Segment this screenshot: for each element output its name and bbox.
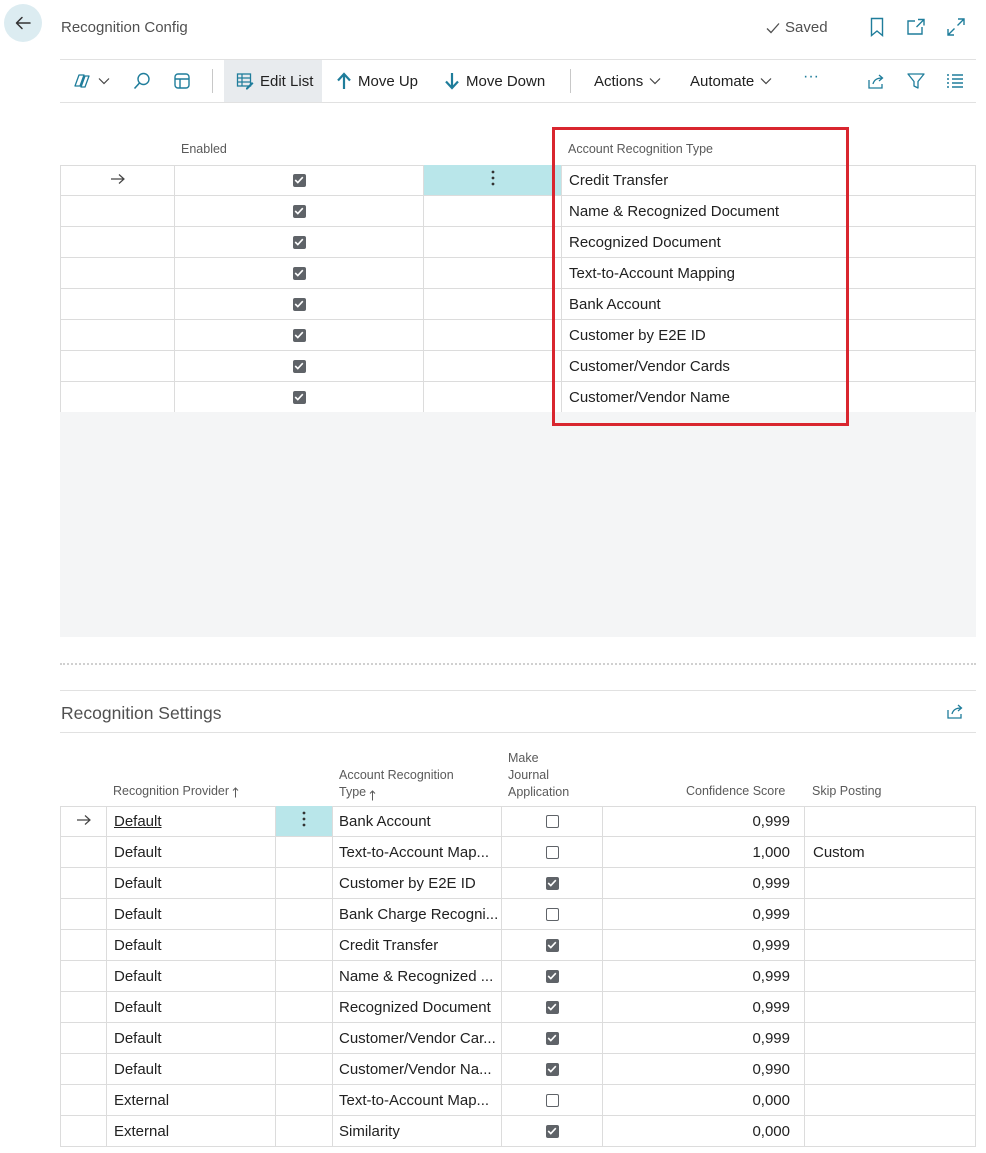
confidence-score-value: 0,000 [752, 1091, 790, 1109]
type-cell[interactable] [333, 837, 502, 867]
row-indicator [60, 1054, 107, 1084]
checkbox[interactable] [546, 1032, 559, 1045]
account-recognition-type-value: Customer/Vendor Cards [569, 357, 730, 375]
edit-list-icon [236, 72, 254, 90]
confidence-score-cell[interactable] [603, 1054, 805, 1084]
account-recognition-type-value: Name & Recognized ... [339, 967, 494, 985]
row-actions-cell [275, 899, 333, 929]
skip-posting-cell[interactable] [805, 868, 976, 898]
provider-cell[interactable] [107, 992, 275, 1022]
table-row[interactable] [60, 930, 976, 961]
confidence-score-value: 0,999 [752, 998, 790, 1016]
expand-icon[interactable] [945, 16, 967, 38]
toolbar-separator [212, 69, 213, 93]
open-new-window-icon[interactable] [905, 16, 927, 38]
arrow-up-icon [336, 72, 352, 90]
skip-posting-value: Custom [813, 843, 865, 861]
account-recognition-type-value: Bank Account [339, 812, 431, 830]
recognition-provider-label: Recognition Provider [113, 784, 230, 798]
row-indicator [60, 1085, 107, 1115]
enabled-cell[interactable] [175, 289, 424, 319]
row-indicator [60, 165, 175, 195]
row-actions-cell [275, 930, 333, 960]
make-journal-application-cell[interactable] [502, 1116, 603, 1146]
confidence-score-cell[interactable] [603, 837, 805, 867]
recognition-provider-value: Default [114, 967, 162, 985]
chevron-down-icon [98, 77, 110, 85]
confidence-score-cell[interactable] [603, 992, 805, 1022]
enabled-cell[interactable] [175, 196, 424, 226]
confidence-score-cell[interactable] [603, 899, 805, 929]
confidence-score-cell[interactable] [603, 1116, 805, 1146]
page-title: Recognition Config [61, 19, 188, 36]
provider-cell[interactable] [107, 1085, 275, 1115]
account-recognition-type-value: Customer/Vendor Car... [339, 1029, 496, 1047]
enabled-cell[interactable] [175, 320, 424, 350]
table-row[interactable] [60, 1116, 976, 1147]
row-indicator [60, 351, 175, 381]
make-journal-application-cell[interactable] [502, 961, 603, 991]
row-indicator [60, 227, 175, 257]
make-journal-application-cell[interactable] [502, 1023, 603, 1053]
row-actions-cell [424, 382, 561, 412]
layout-icon [172, 71, 192, 91]
checkbox[interactable] [293, 236, 306, 249]
confidence-score-value: 0,999 [752, 812, 790, 830]
section-header-divider [60, 732, 976, 733]
row-indicator [60, 258, 175, 288]
provider-cell[interactable] [107, 1116, 275, 1146]
confidence-score-value: 0,999 [752, 874, 790, 892]
table-row[interactable] [60, 1054, 976, 1085]
part-splitter[interactable] [60, 663, 976, 665]
row-actions-cell [275, 837, 333, 867]
arrow-left-icon [13, 13, 33, 33]
make-journal-application-cell[interactable] [502, 837, 603, 867]
actions-menu[interactable] [594, 60, 661, 102]
type-cell[interactable] [333, 992, 502, 1022]
row-indicator [60, 289, 175, 319]
recognition-provider-value: Default [114, 1029, 162, 1047]
row-actions-cell[interactable] [275, 806, 333, 836]
row-actions-icon[interactable] [302, 811, 306, 831]
enabled-cell[interactable] [175, 382, 424, 412]
confidence-score-value: 1,000 [752, 843, 790, 861]
account-recognition-type-value: Recognized Document [339, 998, 491, 1016]
header-line: Make [508, 751, 539, 765]
checkbox[interactable] [546, 908, 559, 921]
list-icon [946, 73, 964, 89]
row-actions-cell [424, 227, 561, 257]
skip-posting-cell[interactable] [805, 806, 976, 836]
provider-cell[interactable] [107, 1023, 275, 1053]
provider-cell[interactable] [107, 961, 275, 991]
account-recognition-type-value: Customer by E2E ID [569, 326, 706, 344]
confidence-score-value: 0,999 [752, 936, 790, 954]
column-header-confidence-score[interactable]: Confidence Score [686, 784, 786, 798]
provider-cell[interactable] [107, 930, 275, 960]
search-icon [132, 71, 152, 91]
account-recognition-type-value: Similarity [339, 1122, 400, 1140]
share-icon[interactable] [945, 702, 965, 724]
row-indicator [60, 196, 175, 226]
type-cell[interactable] [333, 806, 502, 836]
make-journal-application-cell[interactable] [502, 1054, 603, 1084]
table-row[interactable] [60, 806, 976, 837]
confidence-score-cell[interactable] [603, 868, 805, 898]
enabled-cell[interactable] [175, 351, 424, 381]
account-recognition-type-value: Bank Account [569, 295, 661, 313]
highlight-annotation [552, 127, 849, 426]
move-down-button[interactable] [444, 60, 545, 102]
skip-posting-cell[interactable] [805, 1054, 976, 1084]
toolbar-separator [570, 69, 571, 93]
account-recognition-type-value: Text-to-Account Mapping [569, 264, 735, 282]
checkbox[interactable] [293, 360, 306, 373]
row-actions-cell [275, 1116, 333, 1146]
skip-posting-cell[interactable] [805, 1023, 976, 1053]
actions-label: Actions [594, 72, 644, 90]
recognition-provider-value: Default [114, 936, 162, 954]
chevron-down-icon [760, 77, 772, 85]
table-row[interactable] [60, 868, 976, 899]
skip-posting-cell[interactable] [805, 837, 976, 867]
type-cell[interactable] [333, 1085, 502, 1115]
skip-posting-cell[interactable] [805, 992, 976, 1022]
row-actions-cell [424, 196, 561, 226]
search-button[interactable] [132, 60, 152, 102]
row-indicator [60, 806, 107, 836]
provider-cell[interactable] [107, 837, 275, 867]
checkbox[interactable] [546, 846, 559, 859]
row-actions-icon[interactable] [491, 170, 495, 190]
enabled-cell[interactable] [175, 258, 424, 288]
account-recognition-type-value: Text-to-Account Map... [339, 843, 490, 861]
row-actions-cell [424, 320, 561, 350]
copilot-icon [72, 72, 92, 90]
arrow-right-icon [110, 172, 126, 189]
account-recognition-type-value: Customer by E2E ID [339, 874, 476, 892]
row-indicator [60, 899, 107, 929]
filter-button[interactable] [906, 60, 926, 102]
back-button[interactable] [4, 4, 42, 42]
move-down-label: Move Down [466, 72, 546, 90]
section-divider [60, 690, 976, 691]
account-recognition-type-value: Customer/Vendor Name [569, 388, 730, 406]
account-recognition-type-value: Credit Transfer [569, 171, 669, 189]
skip-posting-cell[interactable] [805, 930, 976, 960]
confidence-score-value: 0,999 [752, 1029, 790, 1047]
confidence-score-cell[interactable] [603, 1023, 805, 1053]
checkbox[interactable] [293, 174, 306, 187]
copilot-button[interactable] [72, 60, 110, 102]
automate-menu[interactable] [690, 60, 772, 102]
move-up-button[interactable] [336, 60, 418, 102]
move-up-label: Move Up [358, 72, 419, 90]
arrow-down-icon [444, 72, 460, 90]
provider-cell[interactable] [107, 1054, 275, 1084]
saved-label: Saved [785, 19, 828, 36]
row-actions-cell [424, 258, 561, 288]
row-indicator [60, 1023, 107, 1053]
recognition-provider-link[interactable]: Default [114, 812, 162, 830]
column-header-make-journal-application[interactable] [508, 750, 569, 801]
type-cell[interactable] [333, 961, 502, 991]
checkbox[interactable] [546, 1125, 559, 1138]
header-line-sort [339, 784, 454, 801]
skip-posting-cell[interactable] [805, 1085, 976, 1115]
make-journal-application-cell[interactable] [502, 930, 603, 960]
skip-posting-cell[interactable] [805, 899, 976, 929]
recognition-provider-value: Default [114, 905, 162, 923]
account-recognition-type-value: Recognized Document [569, 233, 721, 251]
view-options-button[interactable] [172, 60, 192, 102]
provider-cell[interactable] [107, 806, 275, 836]
row-indicator [60, 1116, 107, 1146]
saved-status [765, 19, 828, 36]
enabled-cell[interactable] [175, 165, 424, 195]
row-actions-cell [424, 289, 561, 319]
grid-empty-area [60, 412, 976, 637]
row-actions-cell [275, 868, 333, 898]
account-recognition-type-value: Customer/Vendor Na... [339, 1060, 492, 1078]
action-bar [60, 60, 976, 102]
checkbox[interactable] [293, 329, 306, 342]
row-actions-cell [275, 1085, 333, 1115]
checkbox[interactable] [546, 815, 559, 828]
row-actions-cell [275, 992, 333, 1022]
confidence-score-value: 0,990 [752, 1060, 790, 1078]
checkbox[interactable] [546, 1001, 559, 1014]
arrow-right-icon [76, 813, 92, 830]
account-recognition-type-value: Text-to-Account Map... [339, 1091, 490, 1109]
automate-label: Automate [690, 72, 755, 90]
list-view-button[interactable] [946, 60, 964, 102]
checkbox[interactable] [293, 267, 306, 280]
row-indicator [60, 382, 175, 412]
enabled-cell[interactable] [175, 227, 424, 257]
edit-list-button[interactable] [224, 60, 322, 102]
table-row[interactable] [60, 1085, 976, 1116]
row-actions-cell [275, 1023, 333, 1053]
column-header-skip-posting[interactable]: Skip Posting [812, 784, 882, 798]
confidence-score-value: 0,000 [752, 1122, 790, 1140]
row-indicator [60, 837, 107, 867]
checkbox[interactable] [293, 298, 306, 311]
row-actions-cell [275, 1054, 333, 1084]
header-line: Application [508, 785, 570, 799]
checkbox[interactable] [546, 877, 559, 890]
make-journal-application-cell[interactable] [502, 1085, 603, 1115]
checkbox[interactable] [546, 939, 559, 952]
chevron-down-icon [649, 77, 661, 85]
skip-posting-cell[interactable] [805, 961, 976, 991]
bookmark-icon[interactable] [866, 16, 888, 38]
account-recognition-type-value: Name & Recognized Document [569, 202, 780, 220]
row-indicator [60, 961, 107, 991]
recognition-settings-title[interactable]: Recognition Settings [61, 703, 222, 723]
check-icon [765, 21, 781, 35]
header-line: Type [339, 785, 367, 799]
table-row[interactable] [60, 961, 976, 992]
make-journal-application-cell[interactable] [502, 868, 603, 898]
row-indicator [60, 868, 107, 898]
account-recognition-type-value: Credit Transfer [339, 936, 439, 954]
confidence-score-value: 0,999 [752, 905, 790, 923]
confidence-score-cell[interactable] [603, 930, 805, 960]
provider-cell[interactable] [107, 868, 275, 898]
checkbox[interactable] [293, 391, 306, 404]
share-button[interactable] [866, 60, 886, 102]
type-cell[interactable] [333, 930, 502, 960]
table-row[interactable] [60, 837, 976, 868]
share-icon [866, 72, 886, 90]
skip-posting-cell[interactable] [805, 1116, 976, 1146]
recognition-provider-value: Default [114, 1060, 162, 1078]
type-cell[interactable] [333, 899, 502, 929]
row-actions-cell [424, 351, 561, 381]
sort-arrow-up-icon [232, 787, 239, 798]
table-row[interactable] [60, 899, 976, 930]
filter-icon [906, 71, 926, 91]
checkbox[interactable] [546, 1094, 559, 1107]
row-indicator [60, 320, 175, 350]
type-cell[interactable] [333, 1054, 502, 1084]
table-row[interactable] [60, 1023, 976, 1054]
row-actions-cell [275, 961, 333, 991]
provider-cell[interactable] [107, 899, 275, 929]
column-header-account-recognition-type[interactable]: Account Recognition Type [568, 142, 714, 156]
row-actions-cell[interactable] [424, 165, 561, 195]
make-journal-application-cell[interactable] [502, 899, 603, 929]
recognition-provider-value: Default [114, 843, 162, 861]
header-line: Journal [508, 768, 549, 782]
confidence-score-cell[interactable] [603, 806, 805, 836]
confidence-score-cell[interactable] [603, 1085, 805, 1115]
confidence-score-cell[interactable] [603, 961, 805, 991]
row-indicator [60, 930, 107, 960]
header-line: Account Recognition [339, 768, 454, 782]
checkbox[interactable] [546, 1063, 559, 1076]
recognition-provider-value: Default [114, 874, 162, 892]
type-cell[interactable] [333, 1116, 502, 1146]
edit-list-label: Edit List [260, 72, 314, 90]
row-indicator [60, 992, 107, 1022]
column-header-recognition-provider[interactable] [113, 784, 239, 798]
column-header-enabled[interactable]: Enabled [181, 142, 227, 156]
table-row[interactable] [60, 992, 976, 1023]
sort-arrow-up-icon [369, 790, 376, 801]
make-journal-application-cell[interactable] [502, 992, 603, 1022]
confidence-score-value: 0,999 [752, 967, 790, 985]
column-header-account-recognition-type[interactable] [339, 767, 454, 801]
type-cell[interactable] [333, 868, 502, 898]
recognition-provider-value: External [114, 1091, 170, 1109]
make-journal-application-cell[interactable] [502, 806, 603, 836]
more-options-button[interactable]: ··· [803, 68, 819, 85]
recognition-provider-value: External [114, 1122, 170, 1140]
toolbar-divider [60, 102, 976, 103]
checkbox[interactable] [293, 205, 306, 218]
type-cell[interactable] [333, 1023, 502, 1053]
recognition-provider-value: Default [114, 998, 162, 1016]
account-recognition-type-value: Bank Charge Recogni... [339, 905, 499, 923]
checkbox[interactable] [546, 970, 559, 983]
